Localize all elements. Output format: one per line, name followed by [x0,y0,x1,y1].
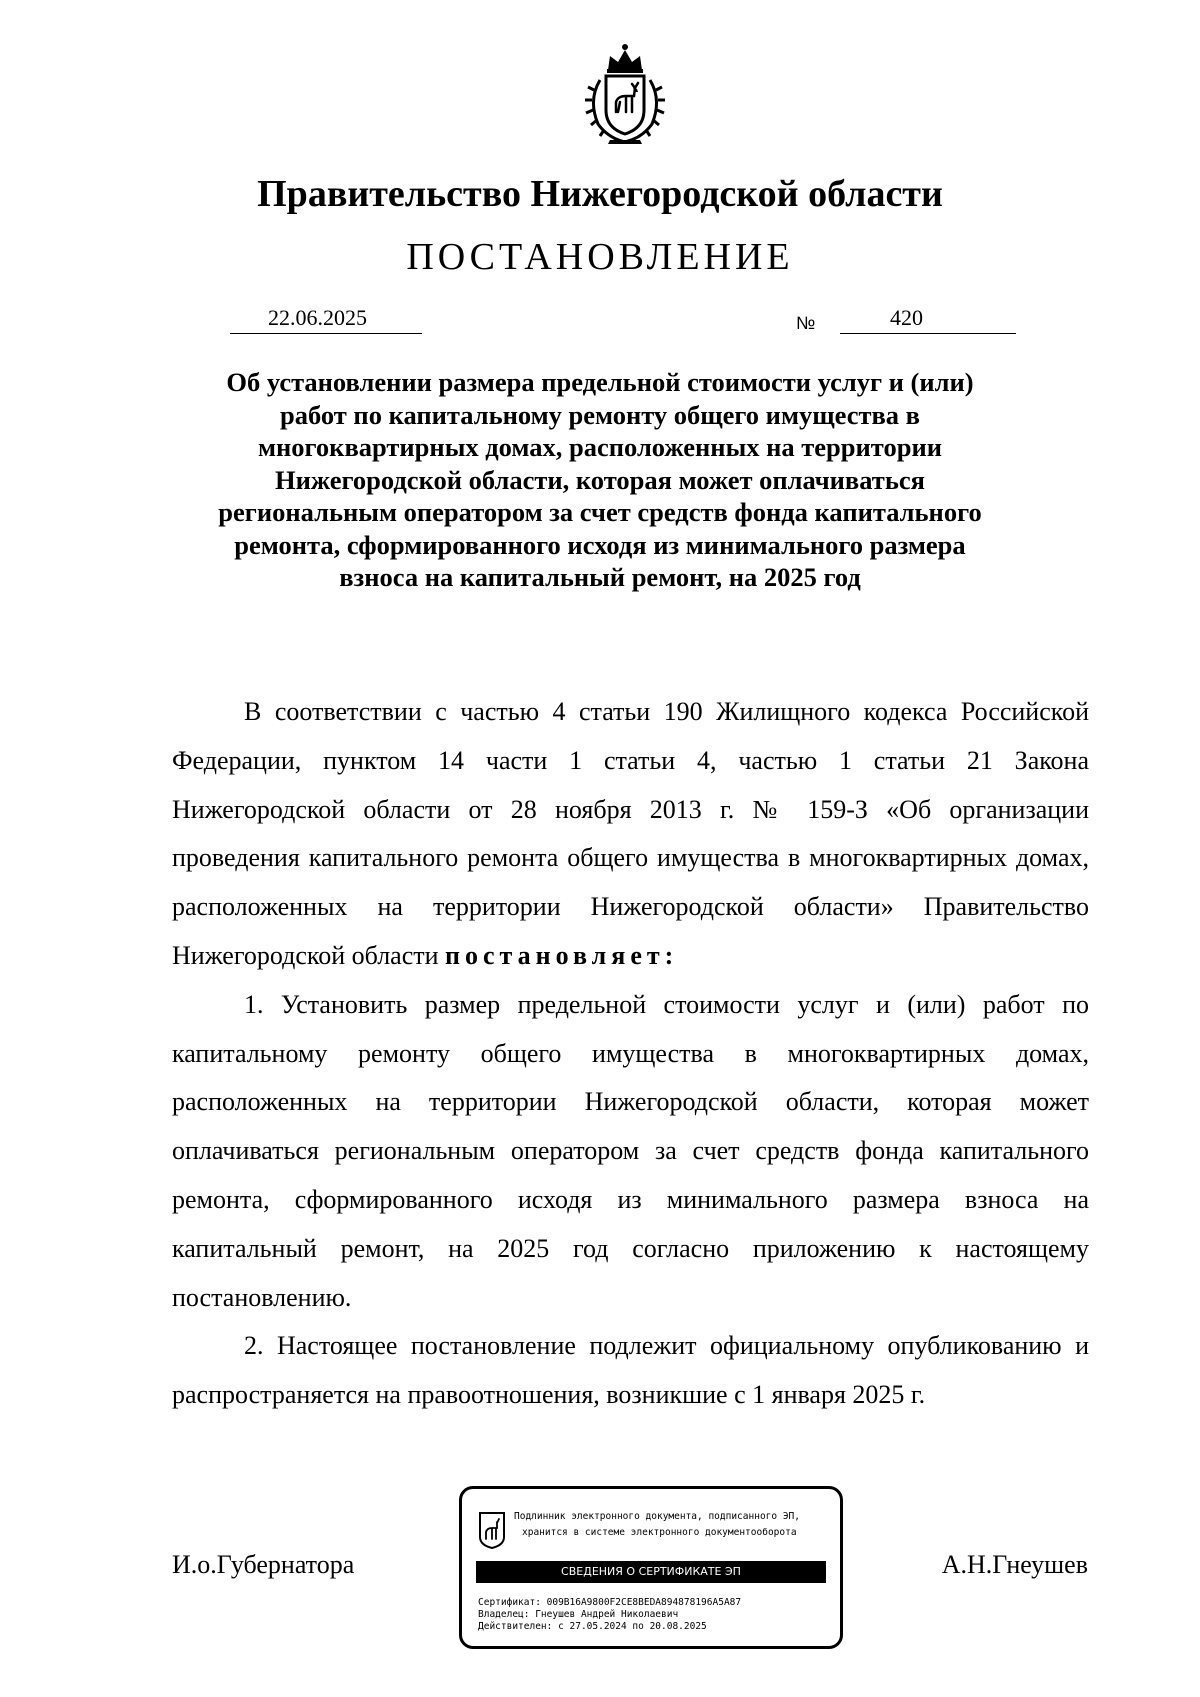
stamp-line-1: Подлинник электронного документа, подписанного ЭП, [514,1511,800,1522]
item-1-paragraph: 1. Установить размер предельной стоимости услуг и (или) работ по капитальному ремонту общего имущества в многоквартирных домах, расположенных на территории Нижегородской области, которая может оплачиваться региональным оператором за счет средств фонда капитального ремонта, сформированного исходя из минимального размера взноса на капитальный ремонт, на 2025 год согласно приложению к настоящему постановлению. [172,989,1089,1312]
preamble-text: В соответствии с частью 4 статьи 190 Жилищного кодекса Российской Федерации, пунктом 14 части 1 статьи 4, частью 1 статьи 21 Закона Нижегородской области от 28 ноября 2013 г. № 159-З «Об организации проведения капитального ремонта общего имущества в многоквартирных домах, расположенных на территории Нижегородской области» Правительство Нижегородской области [172,697,1089,970]
stamp-validity: Действителен: с 27.05.2024 по 20.08.2025 [478,1621,707,1632]
document-body [172,688,1089,1420]
item-2-paragraph: 2. Настоящее постановление подлежит официальному опубликованию и распространяется на правоотношения, возникшие с 1 января 2025 г. [172,1331,1089,1410]
document-number: 420 [890,305,923,330]
government-name: Правительство Нижегородской области [257,173,943,215]
document-type: ПОСТАНОВЛЕНИЕ [406,236,794,278]
nizhny-novgorod-coat-of-arms-icon [580,40,670,148]
document-date: 22.06.2025 [268,305,367,330]
stamp-line-2: хранится в системе электронного документооборота [522,1527,797,1538]
stamp-owner: Владелец: Гнеушев Андрей Николаевич [478,1609,679,1620]
resolves-word: постановляет: [445,940,679,970]
document-heading: Об установлении размера предельной стоимости услуг и (или) работ по капитальному ремонту общего имущества в многоквартирных домах, расположенных на территории Нижегородской области, которая может оплачиваться региональным оператором за счет средств фонда капитального ремонта, сформированного исходя из минимального размера взноса на капитальный ремонт, на 2025 год [218,367,982,592]
e-signature-stamp [459,1486,843,1649]
number-field [840,305,1016,334]
deer-emblem-icon [478,1511,506,1549]
signatory-role: И.о.Губернатора [172,1550,355,1579]
signatory-name: А.Н.Гнеушев [941,1550,1088,1579]
preamble-paragraph [172,688,1089,981]
date-field [230,305,422,334]
stamp-certificate: Сертификат: 009B16A9800F2CE8BEDA894878196A5A87 [478,1597,742,1608]
number-sign: № [796,313,816,333]
stamp-title: СВЕДЕНИЯ О СЕРТИФИКАТЕ ЭП [476,1561,826,1583]
